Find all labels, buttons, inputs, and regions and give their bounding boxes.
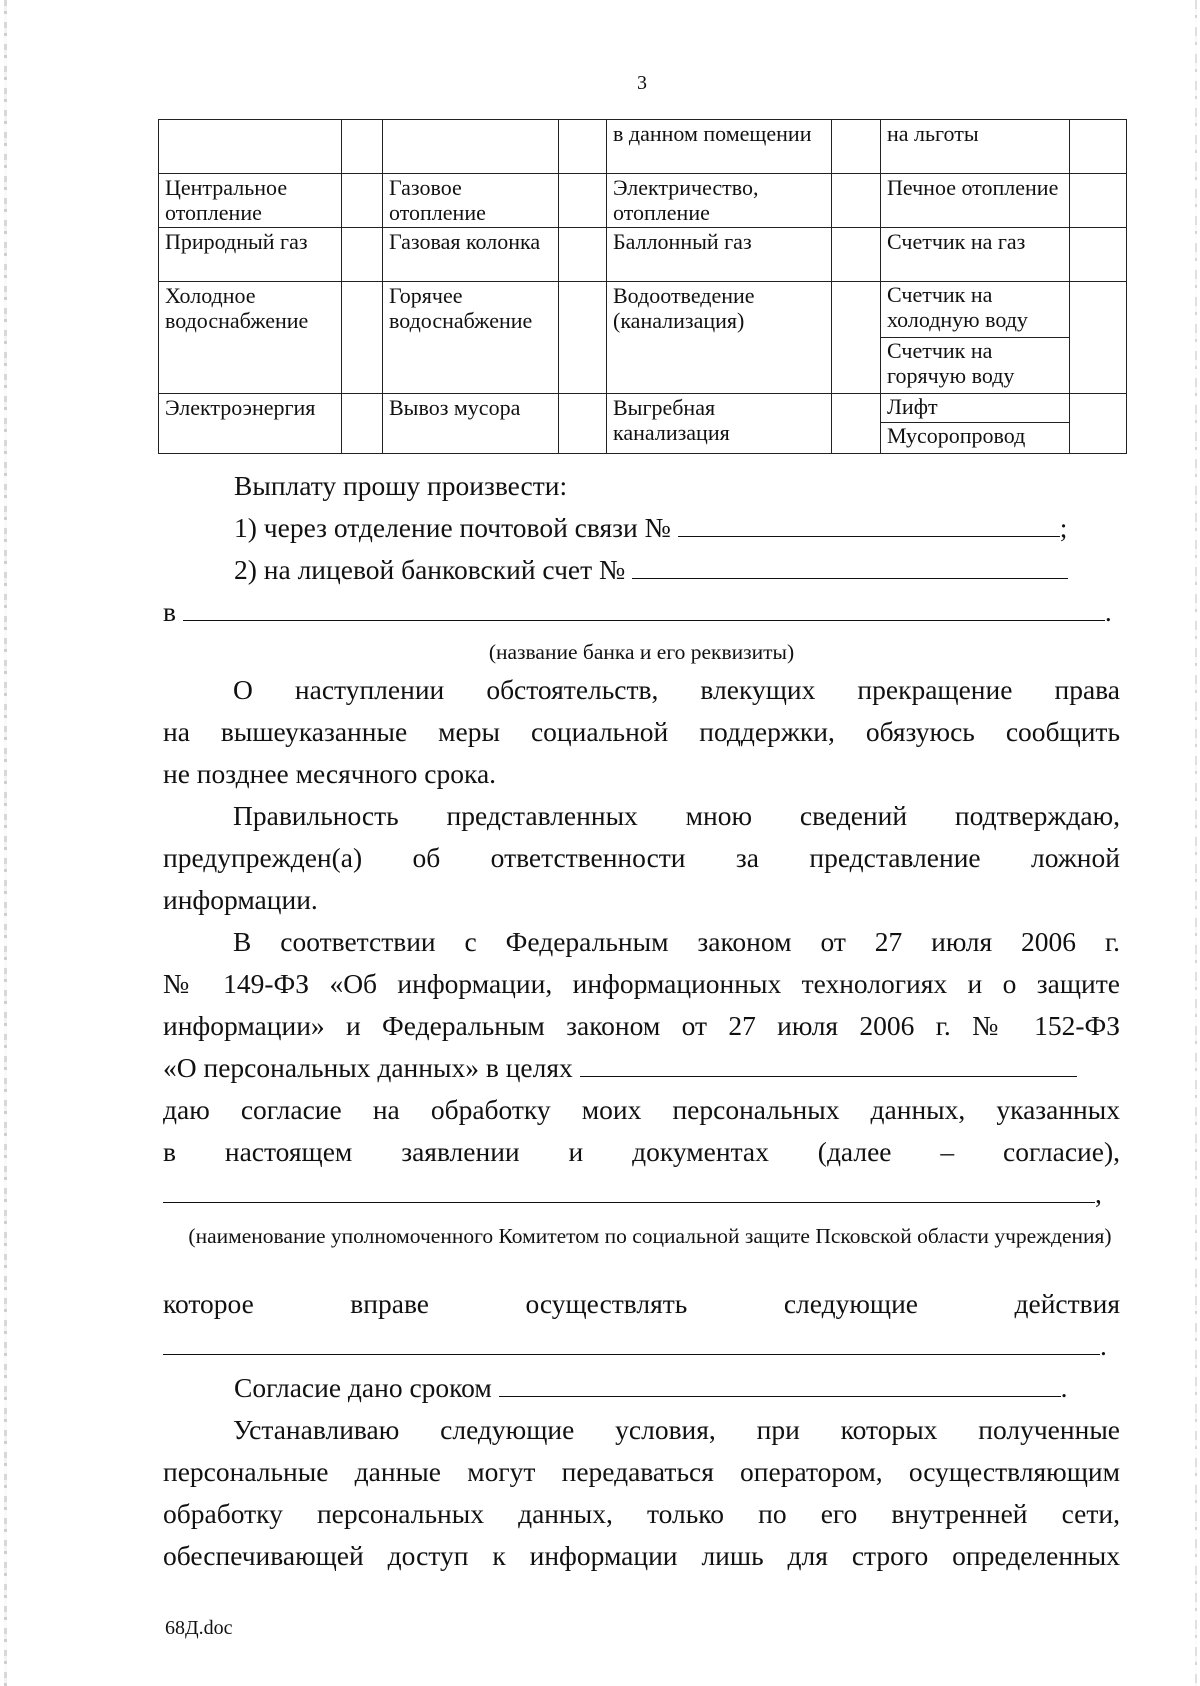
checkbox-cell[interactable] [832,282,881,394]
checkbox-cell[interactable] [832,394,881,454]
payment-option-post [234,512,1067,544]
checkbox-cell[interactable] [559,174,607,228]
table-cell: Выгребная канализация [607,394,832,454]
payment-option-bank [234,554,1068,586]
organization-line [163,1178,1102,1210]
table-cell [383,120,559,174]
table-row [159,174,1127,228]
actions-field[interactable] [163,1332,1100,1355]
purpose-field[interactable] [580,1054,1077,1077]
consent-term-label: Согласие дано сроком [234,1372,492,1403]
checkbox-cell[interactable] [342,120,383,174]
checkbox-cell[interactable] [342,228,383,282]
paragraph3-line: в настоящем заявлении и документах (далее – согласие), [163,1136,1120,1167]
table-cell: Счетчик на газ [881,228,1070,282]
page-number: 3 [637,72,647,94]
checkbox-cell[interactable] [559,394,607,454]
actions-blank-line [163,1330,1107,1362]
checkbox-cell[interactable] [1070,394,1127,454]
scan-right-edge [1195,0,1197,1686]
paragraph2-line: Правильность представленных мною сведений подтверждаю, [233,800,1120,831]
checkbox-cell[interactable] [832,120,881,174]
bank-prefix: в [163,596,176,627]
paragraph4-line: персональные данные могут передаваться оператором, осуществляющим [163,1456,1120,1487]
table-cell: Баллонный газ [607,228,832,282]
table-cell: Газовое отопление [383,174,559,228]
paragraph3-line: информации» и Федеральным законом от 27 июля 2006 г. № 152-ФЗ [163,1010,1120,1041]
table-subcell: Счетчик на холодную воду [887,282,1028,332]
checkbox-cell[interactable] [832,228,881,282]
table-cell: Электричество, отопление [607,174,832,228]
checkbox-cell[interactable] [342,394,383,454]
checkbox-cell[interactable] [559,282,607,394]
paragraph4-line: обработку персональных данных, только по его внутренней сети, [163,1498,1120,1529]
checkbox-cell[interactable] [342,282,383,394]
bank-name-field[interactable] [183,598,1105,621]
payment-option-post-label: 1) через отделение почтовой связи № [234,512,671,543]
table-row [159,120,1127,174]
actions-line: которое вправе осуществлять следующие действия [163,1288,1120,1319]
checkbox-cell[interactable] [559,120,607,174]
checkbox-cell[interactable] [1070,282,1127,394]
table-cell: Холодное водоснабжение [159,282,342,394]
organization-hint: (наименование уполномоченного Комитетом по социальной защите Псковской области учреждения) [188,1224,1112,1248]
checkbox-cell[interactable] [1070,174,1127,228]
paragraph1-line: на вышеуказанные меры социальной поддержки, обязуюсь сообщить [163,716,1120,747]
organization-field[interactable] [163,1180,1095,1203]
punctuation: . [1104,596,1112,627]
table-cell: Газовая колонка [383,228,559,282]
table-cell [159,120,342,174]
bank-account-number-field[interactable] [632,556,1068,579]
table-cell: на льготы [881,120,1070,174]
table-cell: Горячее водоснабжение [383,282,559,394]
paragraph3-line: № 149-ФЗ «Об информации, информационных технологиях и о защите [163,968,1120,999]
paragraph1-line: не позднее месячного срока. [163,758,497,789]
paragraph3-line: В соответствии с Федеральным законом от 27 июля 2006 г. [233,926,1120,957]
table-cell-split [881,282,1070,394]
table-subcell: Счетчик на горячую воду [881,337,1069,393]
paragraph2-line: информации. [163,884,318,915]
paragraph3-line: «О персональных данных» в целях [163,1052,573,1083]
paragraph3-line: даю согласие на обработку моих персональных данных, указанных [163,1094,1120,1125]
punctuation: . [1100,1330,1107,1361]
payment-intro: Выплату прошу произвести: [234,470,568,501]
checkbox-cell[interactable] [559,228,607,282]
payment-option-bank-label: 2) на лицевой банковский счет № [234,554,626,585]
scan-left-edge [4,0,7,1686]
utilities-table [158,119,1127,454]
table-cell: Водоотведение (канализация) [607,282,832,394]
bank-hint: (название банка и его реквизиты) [488,640,795,664]
punctuation: ; [1059,512,1068,543]
table-cell: Печное отопление [881,174,1070,228]
table-cell: Природный газ [159,228,342,282]
post-office-number-field[interactable] [678,514,1060,537]
consent-term-field[interactable] [499,1374,1061,1397]
paragraph1-line: О наступлении обстоятельств, влекущих прекращение права [233,674,1120,705]
table-cell: Электроэнергия [159,394,342,454]
table-row [159,228,1127,282]
table-cell: в данном помещении [607,120,832,174]
table-cell: Вывоз мусора [383,394,559,454]
checkbox-cell[interactable] [1070,228,1127,282]
table-cell: Центральное отопление [159,174,342,228]
checkbox-cell[interactable] [342,174,383,228]
paragraph4-line: Устанавливаю следующие условия, при которых полученные [233,1414,1120,1445]
footer-filename: 68Д.doc [165,1617,233,1639]
table-subcell: Лифт [887,394,938,419]
punctuation: , [1095,1178,1102,1209]
table-row [159,394,1127,454]
paragraph4-line: обеспечивающей доступ к информации лишь для строго определенных [163,1540,1120,1571]
paragraph2-line: предупрежден(а) об ответственности за представление ложной [163,842,1120,873]
table-row [159,282,1127,394]
table-subcell: Мусоропровод [881,422,1069,453]
checkbox-cell[interactable] [1070,120,1127,174]
table-cell-split [881,394,1070,454]
paragraph3-purpose-line [163,1052,1077,1084]
punctuation: . [1060,1372,1068,1403]
consent-term-line [234,1372,1068,1404]
bank-name-line [163,596,1112,628]
checkbox-cell[interactable] [832,174,881,228]
